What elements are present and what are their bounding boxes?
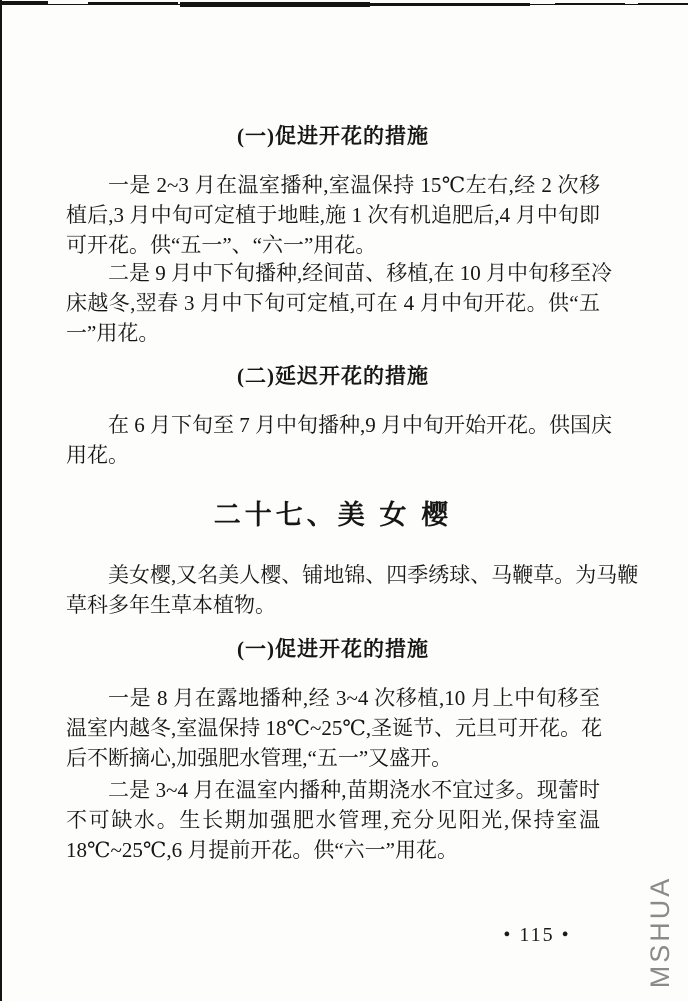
paragraph-6 (66, 775, 600, 865)
section-heading-2: (二)延迟开花的措施 (237, 364, 429, 388)
scan-artifact-left-line (0, 0, 2, 1001)
paragraph-5 (66, 683, 603, 773)
scan-artifact-top-blob-3 (180, 2, 370, 7)
scan-artifact-top-blob-4 (370, 3, 530, 6)
paragraph-line: 在 6 月下旬至 7 月中旬播种,9 月中旬开始开花。供国庆 (108, 413, 612, 437)
scan-artifact-top-blob-6 (638, 3, 688, 5)
paragraph-line: 草科多年生草本植物。 (66, 593, 276, 617)
scan-artifact-top-blob-1 (0, 1, 48, 5)
section-heading-1: (一)促进开花的措施 (237, 124, 429, 148)
paragraph-line: 床越冬,翌春 3 月中下旬可定植,可在 4 月中旬开花。供“五 (66, 291, 600, 315)
paragraph-line: 一是 8 月在露地播种,经 3~4 次移植,10 月上中旬移至 (108, 686, 600, 710)
page-number: • 115 • (503, 924, 571, 946)
paragraph-line: 美女樱,又名美人樱、铺地锦、四季绣球、马鞭草。为马鞭 (108, 563, 639, 587)
paragraph-line: 二是 3~4 月在温室内播种,苗期浇水不宜过多。现蕾时 (108, 778, 600, 802)
paragraph-line: 用花。 (66, 443, 129, 467)
paragraph-line: 可开花。供“五一”、“六一”用花。 (66, 233, 377, 257)
paragraph-3 (66, 410, 612, 470)
paragraph-line: 植后,3 月中旬可定植于地畦,施 1 次有机追肥后,4 月中旬即 (66, 203, 600, 227)
paragraph-line: 18℃~25℃,6 月提前开花。供“六一”用花。 (66, 838, 458, 862)
paragraph-line: 一是 2~3 月在温室播种,室温保持 15℃左右,经 2 次移 (108, 173, 600, 197)
paragraph-4 (66, 560, 639, 620)
scan-artifact-top-blob-5 (555, 3, 625, 5)
scan-artifact-top-blob-2 (88, 2, 178, 5)
paragraph-line: 后不断摘心,加强肥水管理,“五一”又盛开。 (66, 746, 453, 770)
paragraph-line: 温室内越冬,室温保持 18℃~25℃,圣诞节、元旦可开花。花 (66, 716, 603, 740)
paragraph-1 (66, 170, 600, 260)
paragraph-2 (66, 258, 612, 348)
chapter-title: 二十七、美 女 樱 (213, 500, 453, 530)
paragraph-line: 不可缺水。生长期加强肥水管理,充分见阳光,保持室温 (66, 808, 600, 832)
paragraph-line: 二是 9 月中下旬播种,经间苗、移植,在 10 月中旬移至冷 (108, 261, 612, 285)
paragraph-line: 一”用花。 (66, 321, 160, 345)
watermark-text: MSHUA (645, 875, 675, 989)
section-heading-3: (一)促进开花的措施 (237, 637, 429, 661)
